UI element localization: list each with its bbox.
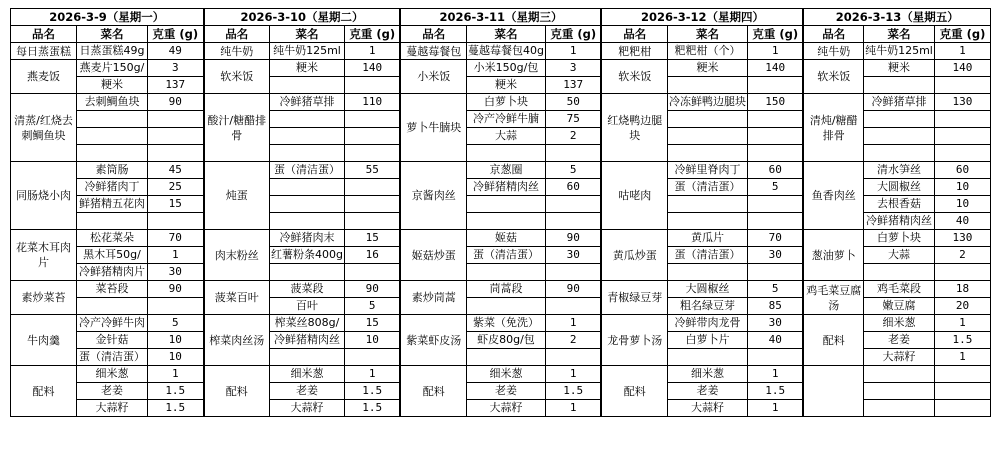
ingredient-cell (270, 128, 345, 145)
ingredient-cell (466, 213, 545, 230)
weight-cell (148, 213, 204, 230)
weight-header: 克重 (g) (545, 26, 601, 43)
ingredient-cell: 百叶 (270, 298, 345, 315)
ingredient-cell: 细米葱 (270, 366, 345, 383)
ingredient-cell: 日蒸蛋糕49g (77, 43, 148, 60)
ingredient-cell: 粳米 (270, 60, 345, 77)
weight-cell (344, 77, 400, 94)
weight-cell: 5 (344, 298, 400, 315)
ingredient-cell (863, 400, 934, 417)
column-header-row (11, 26, 991, 43)
dish-name-cell: 配料 (601, 366, 667, 417)
ingredient-cell (667, 111, 747, 128)
weight-cell (747, 77, 803, 94)
ingredient-cell: 粑粑柑（个） (667, 43, 747, 60)
weight-cell (747, 128, 803, 145)
ingredient-cell: 大蒜籽 (667, 400, 747, 417)
weight-cell: 2 (545, 332, 601, 349)
weight-cell: 60 (934, 162, 990, 179)
ingredient-cell (466, 145, 545, 162)
weight-cell (934, 400, 990, 417)
ingredient-cell: 松花菜朵 (77, 230, 148, 247)
ingredient-cell (77, 128, 148, 145)
weight-header: 克重 (g) (148, 26, 204, 43)
ingredient-cell (863, 264, 934, 281)
weight-cell (934, 264, 990, 281)
weight-cell: 40 (747, 332, 803, 349)
ingredient-cell: 鸡毛菜段 (863, 281, 934, 298)
table-row (11, 230, 991, 247)
ingredient-cell: 菠菜段 (270, 281, 345, 298)
weight-cell: 1.5 (934, 332, 990, 349)
ingredient-cell: 白萝卜块 (863, 230, 934, 247)
weight-cell: 137 (148, 77, 204, 94)
weight-cell: 1 (148, 366, 204, 383)
weight-header: 克重 (g) (934, 26, 990, 43)
dish-name-cell: 配料 (803, 315, 863, 366)
dish-name-header: 品名 (204, 26, 270, 43)
weight-cell (934, 111, 990, 128)
ingredient-cell: 细米葱 (466, 366, 545, 383)
dish-name-cell: 鱼香肉丝 (803, 162, 863, 230)
ingredient-cell: 蔓越莓餐包40g (466, 43, 545, 60)
ingredient-cell: 冷鲜猪肉丁 (77, 179, 148, 196)
weight-cell (747, 145, 803, 162)
table-row (11, 60, 991, 77)
weight-cell: 1 (934, 315, 990, 332)
table-row (11, 94, 991, 111)
weight-cell: 16 (344, 247, 400, 264)
weight-cell: 10 (934, 196, 990, 213)
ingredient-cell (667, 77, 747, 94)
weight-cell (545, 213, 601, 230)
ingredient-cell (466, 264, 545, 281)
ingredient-cell: 大蒜籽 (77, 400, 148, 417)
ingredient-cell: 冷产冷鲜牛肉 (77, 315, 148, 332)
weight-cell: 1 (545, 366, 601, 383)
ingredient-cell: 老姜 (77, 383, 148, 400)
ingredient-cell: 大蒜 (863, 247, 934, 264)
weight-cell: 49 (148, 43, 204, 60)
weight-cell: 1.5 (148, 383, 204, 400)
ingredient-cell: 老姜 (863, 332, 934, 349)
ingredient-cell: 冷鲜里脊肉丁 (667, 162, 747, 179)
dish-name-cell: 菠菜百叶 (204, 281, 270, 315)
dish-name-cell: 黄瓜炒蛋 (601, 230, 667, 281)
weight-cell (545, 264, 601, 281)
weight-cell: 1 (747, 400, 803, 417)
weight-cell (545, 145, 601, 162)
dish-name-header: 品名 (400, 26, 466, 43)
dish-name-cell: 炖蛋 (204, 162, 270, 230)
ingredient-cell: 清水笋丝 (863, 162, 934, 179)
weight-cell: 140 (344, 60, 400, 77)
dish-name-cell (803, 366, 863, 417)
weight-cell (934, 383, 990, 400)
dish-name-cell: 配料 (400, 366, 466, 417)
ingredient-cell: 小米150g/包 (466, 60, 545, 77)
dish-name-cell: 咕咾肉 (601, 162, 667, 230)
weight-cell: 70 (148, 230, 204, 247)
ingredient-cell (863, 145, 934, 162)
weight-cell: 1.5 (747, 383, 803, 400)
weight-cell: 1 (344, 43, 400, 60)
ingredient-cell: 大圆椒丝 (667, 281, 747, 298)
ingredient-cell: 冷鲜猪精肉丝 (270, 332, 345, 349)
ingredient-cell: 大蒜 (466, 128, 545, 145)
ingredient-cell: 菜苔段 (77, 281, 148, 298)
weight-cell (344, 111, 400, 128)
weight-cell: 150 (747, 94, 803, 111)
ingredient-cell: 粳米 (667, 60, 747, 77)
weight-cell: 40 (934, 213, 990, 230)
ingredient-cell: 冷鲜带肉龙骨 (667, 315, 747, 332)
table-row (11, 281, 991, 298)
dish-name-cell: 软米饭 (204, 60, 270, 94)
dish-name-cell: 每日蒸蛋糕 (11, 43, 77, 60)
ingredient-cell (270, 196, 345, 213)
weight-cell: 10 (148, 332, 204, 349)
dish-name-cell: 葱油萝卜 (803, 230, 863, 281)
ingredient-cell: 素筒肠 (77, 162, 148, 179)
ingredient-cell: 老姜 (667, 383, 747, 400)
weight-cell: 60 (545, 179, 601, 196)
weight-cell: 75 (545, 111, 601, 128)
dish-name-cell: 素炒菜苔 (11, 281, 77, 315)
ingredient-cell: 细米葱 (77, 366, 148, 383)
weight-cell: 140 (747, 60, 803, 77)
ingredient-cell: 虾皮80g/包 (466, 332, 545, 349)
dish-name-cell: 燕麦饭 (11, 60, 77, 94)
ingredient-header: 菜名 (77, 26, 148, 43)
ingredient-cell: 大蒜籽 (270, 400, 345, 417)
weight-cell: 2 (545, 128, 601, 145)
weight-cell: 90 (148, 94, 204, 111)
weight-cell (344, 196, 400, 213)
ingredient-cell (77, 298, 148, 315)
weight-cell: 18 (934, 281, 990, 298)
dish-name-cell: 纯牛奶 (204, 43, 270, 60)
weight-cell (747, 196, 803, 213)
day-date-header: 2026-3-13（星期五） (803, 9, 990, 26)
ingredient-cell (77, 111, 148, 128)
ingredient-cell (270, 77, 345, 94)
ingredient-cell: 蛋（清洁蛋） (667, 179, 747, 196)
ingredient-cell: 冷鲜猪草排 (863, 94, 934, 111)
weight-cell: 90 (545, 281, 601, 298)
table-row (11, 43, 991, 60)
dish-name-header: 品名 (601, 26, 667, 43)
dish-name-cell: 软米饭 (803, 60, 863, 94)
weight-cell: 3 (545, 60, 601, 77)
weight-cell: 130 (934, 94, 990, 111)
date-header-row (11, 9, 991, 26)
ingredient-cell: 黑木耳50g/ (77, 247, 148, 264)
dish-name-cell: 萝卜牛腩块 (400, 94, 466, 162)
ingredient-header: 菜名 (667, 26, 747, 43)
dish-name-cell: 紫菜虾皮汤 (400, 315, 466, 366)
weight-cell: 1 (934, 43, 990, 60)
ingredient-cell: 京葱圈 (466, 162, 545, 179)
ingredient-cell: 冷鲜猪精肉片 (77, 264, 148, 281)
weight-cell: 3 (148, 60, 204, 77)
weight-cell: 130 (934, 230, 990, 247)
weight-cell (148, 298, 204, 315)
weight-cell: 5 (545, 162, 601, 179)
weight-cell: 110 (344, 94, 400, 111)
weight-cell (344, 349, 400, 366)
dish-name-cell: 酸汁/糖醋排骨 (204, 94, 270, 162)
ingredient-cell: 去刺鲷鱼块 (77, 94, 148, 111)
ingredient-cell: 细米葱 (863, 315, 934, 332)
ingredient-cell (77, 213, 148, 230)
ingredient-cell (270, 264, 345, 281)
weight-cell: 30 (747, 247, 803, 264)
ingredient-header: 菜名 (863, 26, 934, 43)
weekly-menu-table (10, 8, 991, 417)
ingredient-cell: 蛋（清洁蛋） (77, 349, 148, 366)
weight-cell (934, 366, 990, 383)
weight-cell: 5 (148, 315, 204, 332)
ingredient-cell: 蛋（清洁蛋） (466, 247, 545, 264)
weight-cell: 50 (545, 94, 601, 111)
weight-header: 克重 (g) (747, 26, 803, 43)
ingredient-cell (667, 213, 747, 230)
weight-cell: 1.5 (344, 383, 400, 400)
weight-cell (344, 128, 400, 145)
ingredient-cell: 红薯粉条400g (270, 247, 345, 264)
dish-name-cell: 龙骨萝卜汤 (601, 315, 667, 366)
weight-cell (344, 179, 400, 196)
weight-cell: 1 (148, 247, 204, 264)
ingredient-cell (863, 383, 934, 400)
day-date-header: 2026-3-9（星期一） (11, 9, 204, 26)
weight-cell: 1.5 (344, 400, 400, 417)
ingredient-cell: 金针菇 (77, 332, 148, 349)
weight-cell: 1 (747, 43, 803, 60)
weight-cell (148, 111, 204, 128)
ingredient-cell: 鲜猪精五花肉 (77, 196, 148, 213)
ingredient-cell: 冷鲜猪精肉丝 (466, 179, 545, 196)
ingredient-cell: 粳米 (863, 60, 934, 77)
dish-name-cell: 配料 (204, 366, 270, 417)
day-date-header: 2026-3-11（星期三） (400, 9, 601, 26)
weight-cell: 30 (545, 247, 601, 264)
weight-cell: 70 (747, 230, 803, 247)
day-date-header: 2026-3-10（星期二） (204, 9, 401, 26)
weight-cell: 90 (148, 281, 204, 298)
ingredient-cell (667, 196, 747, 213)
ingredient-cell: 榨菜丝808g/ (270, 315, 345, 332)
meal-plan-sheet (10, 8, 991, 417)
ingredient-cell: 白萝卜块 (466, 94, 545, 111)
table-row (11, 366, 991, 383)
ingredient-cell: 白萝卜片 (667, 332, 747, 349)
dish-name-cell: 素炒茼蒿 (400, 281, 466, 315)
table-row (11, 162, 991, 179)
weight-header: 克重 (g) (344, 26, 400, 43)
ingredient-cell: 大蒜籽 (466, 400, 545, 417)
dish-name-cell: 清蒸/红烧去刺鲷鱼块 (11, 94, 77, 162)
weight-cell (747, 349, 803, 366)
dish-name-cell: 纯牛奶 (803, 43, 863, 60)
weight-cell: 1 (344, 366, 400, 383)
ingredient-cell: 纯牛奶125ml (270, 43, 345, 60)
weight-cell: 137 (545, 77, 601, 94)
ingredient-cell: 姬菇 (466, 230, 545, 247)
ingredient-cell (863, 111, 934, 128)
ingredient-cell (270, 179, 345, 196)
weight-cell: 1 (545, 315, 601, 332)
weight-cell (934, 128, 990, 145)
dish-name-header: 品名 (11, 26, 77, 43)
ingredient-header: 菜名 (466, 26, 545, 43)
dish-name-cell: 清炖/糖醋排骨 (803, 94, 863, 162)
dish-name-cell: 京酱肉丝 (400, 162, 466, 230)
dish-name-cell: 红烧鸭边腿块 (601, 94, 667, 162)
weight-cell (934, 77, 990, 94)
ingredient-cell: 粗名绿豆芽 (667, 298, 747, 315)
weight-cell: 30 (148, 264, 204, 281)
ingredient-cell (667, 264, 747, 281)
ingredient-cell (77, 145, 148, 162)
dish-name-cell: 小米饭 (400, 60, 466, 94)
weight-cell (934, 145, 990, 162)
weight-cell: 1 (545, 43, 601, 60)
weight-cell (148, 128, 204, 145)
table-row (11, 315, 991, 332)
weight-cell: 140 (934, 60, 990, 77)
weight-cell: 1 (747, 366, 803, 383)
weight-cell: 20 (934, 298, 990, 315)
weight-cell: 1 (545, 400, 601, 417)
ingredient-cell (466, 298, 545, 315)
weight-cell: 5 (747, 281, 803, 298)
ingredient-cell: 蛋（清洁蛋） (270, 162, 345, 179)
ingredient-header: 菜名 (270, 26, 345, 43)
weight-cell: 10 (148, 349, 204, 366)
dish-name-cell: 肉末粉丝 (204, 230, 270, 281)
ingredient-cell: 蛋（清洁蛋） (667, 247, 747, 264)
ingredient-cell: 大圆椒丝 (863, 179, 934, 196)
ingredient-cell: 冷冻鲜鸭边腿块 (667, 94, 747, 111)
ingredient-cell: 燕麦片150g/ (77, 60, 148, 77)
ingredient-cell (863, 77, 934, 94)
ingredient-cell: 冷鲜猪草排 (270, 94, 345, 111)
weight-cell: 30 (747, 315, 803, 332)
ingredient-cell: 纯牛奶125ml (863, 43, 934, 60)
weight-cell (344, 213, 400, 230)
ingredient-cell (466, 349, 545, 366)
ingredient-cell: 冷产冷鲜牛腩 (466, 111, 545, 128)
ingredient-cell (270, 349, 345, 366)
ingredient-cell (270, 213, 345, 230)
weight-cell: 15 (344, 315, 400, 332)
ingredient-cell (863, 128, 934, 145)
ingredient-cell (270, 145, 345, 162)
weight-cell: 10 (344, 332, 400, 349)
ingredient-cell: 大蒜籽 (863, 349, 934, 366)
weight-cell (747, 264, 803, 281)
weight-cell: 1 (934, 349, 990, 366)
ingredient-cell: 冷鲜猪肉末 (270, 230, 345, 247)
weight-cell (344, 264, 400, 281)
weight-cell: 90 (344, 281, 400, 298)
weight-cell: 5 (747, 179, 803, 196)
weight-cell (344, 145, 400, 162)
dish-name-cell: 同肠烧小肉 (11, 162, 77, 230)
weight-cell (545, 298, 601, 315)
dish-name-cell: 牛肉羹 (11, 315, 77, 366)
dish-name-cell: 榨菜肉丝汤 (204, 315, 270, 366)
ingredient-cell: 粳米 (77, 77, 148, 94)
ingredient-cell: 去根香菇 (863, 196, 934, 213)
weight-cell: 25 (148, 179, 204, 196)
dish-name-cell: 鸡毛菜豆腐汤 (803, 281, 863, 315)
ingredient-cell: 老姜 (270, 383, 345, 400)
weight-cell (747, 213, 803, 230)
ingredient-cell: 茼蒿段 (466, 281, 545, 298)
weight-cell (148, 145, 204, 162)
ingredient-cell (270, 111, 345, 128)
ingredient-cell: 细米葱 (667, 366, 747, 383)
weight-cell: 15 (148, 196, 204, 213)
weight-cell: 90 (545, 230, 601, 247)
weight-cell: 1.5 (148, 400, 204, 417)
weight-cell (545, 349, 601, 366)
weight-cell: 60 (747, 162, 803, 179)
weight-cell: 10 (934, 179, 990, 196)
ingredient-cell: 紫菜（免洗） (466, 315, 545, 332)
ingredient-cell (667, 145, 747, 162)
weight-cell: 1.5 (545, 383, 601, 400)
day-date-header: 2026-3-12（星期四） (601, 9, 803, 26)
ingredient-cell (667, 349, 747, 366)
ingredient-cell: 冷鲜猪精肉丝 (863, 213, 934, 230)
ingredient-cell: 老姜 (466, 383, 545, 400)
ingredient-cell: 粳米 (466, 77, 545, 94)
weight-cell: 2 (934, 247, 990, 264)
ingredient-cell (863, 366, 934, 383)
weight-cell: 85 (747, 298, 803, 315)
ingredient-cell: 嫩豆腐 (863, 298, 934, 315)
weight-cell: 45 (148, 162, 204, 179)
dish-name-cell: 配料 (11, 366, 77, 417)
ingredient-cell (466, 196, 545, 213)
ingredient-cell: 黄瓜片 (667, 230, 747, 247)
dish-name-header: 品名 (803, 26, 863, 43)
dish-name-cell: 青椒绿豆芽 (601, 281, 667, 315)
weight-cell: 55 (344, 162, 400, 179)
dish-name-cell: 花菜木耳肉片 (11, 230, 77, 281)
weight-cell (545, 196, 601, 213)
weight-cell (747, 111, 803, 128)
dish-name-cell: 姬菇炒蛋 (400, 230, 466, 281)
dish-name-cell: 蔓越莓餐包 (400, 43, 466, 60)
dish-name-cell: 粑粑柑 (601, 43, 667, 60)
ingredient-cell (667, 128, 747, 145)
weight-cell: 15 (344, 230, 400, 247)
dish-name-cell: 软米饭 (601, 60, 667, 94)
